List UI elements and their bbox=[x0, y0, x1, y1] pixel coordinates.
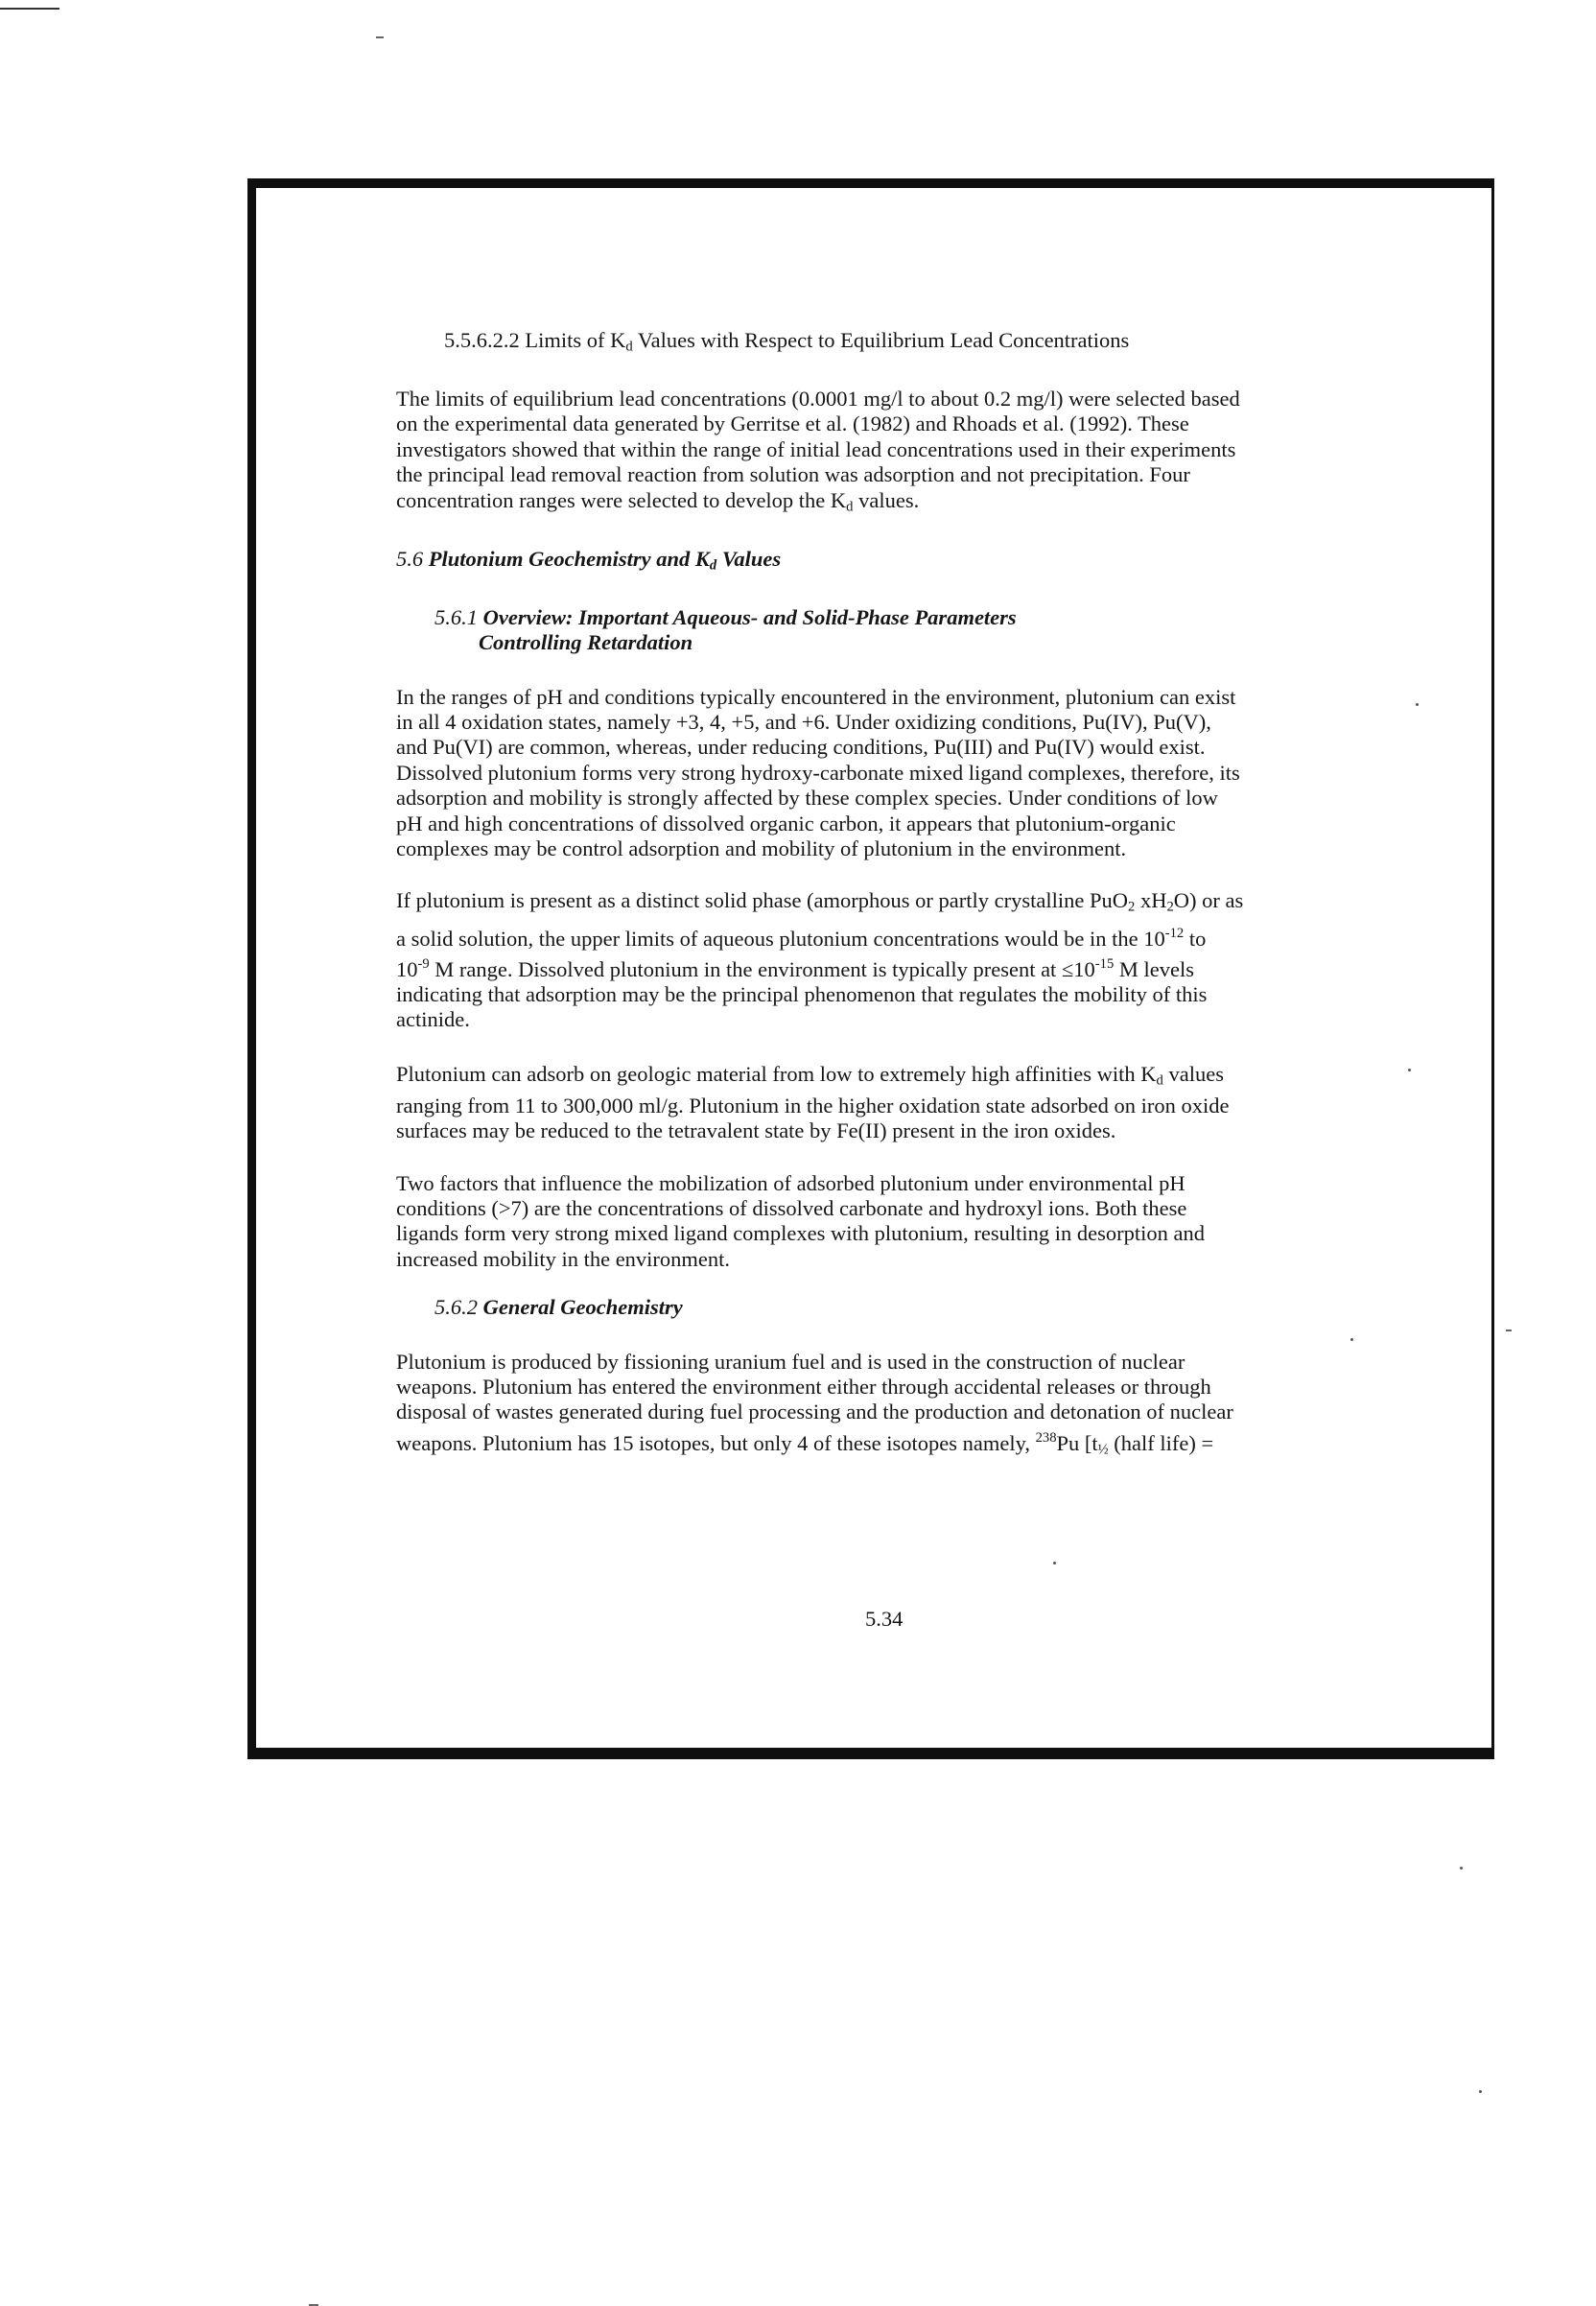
scan-speck bbox=[1350, 1338, 1353, 1341]
paragraph-line: conditions (>7) are the concentrations of dissolved carbonate and hydroxyl ions. Both these bbox=[396, 1195, 1187, 1220]
paragraph-overview bbox=[396, 685, 1384, 862]
section-title-line-2: Controlling Retardation bbox=[479, 630, 693, 655]
section-title: Overview: Important Aqueous- and Solid-Phase Parameters bbox=[482, 604, 1017, 629]
section-number: 5.6.2 bbox=[434, 1295, 478, 1320]
line-text: values bbox=[1162, 1061, 1224, 1086]
line-text: O) or as bbox=[1173, 888, 1244, 913]
paragraph-line: Dissolved plutonium forms very strong hydroxy-carbonate mixed ligand complexes, therefore, its bbox=[396, 760, 1240, 785]
section-title: Plutonium Geochemistry and K bbox=[428, 546, 710, 571]
paragraph-line: and Pu(VI) are common, whereas, under reducing conditions, Pu(III) and Pu(IV) would exist. bbox=[396, 735, 1206, 760]
subscript: 2 bbox=[1128, 900, 1136, 916]
superscript: 238 bbox=[1035, 1429, 1057, 1446]
line-text: xH bbox=[1135, 888, 1167, 913]
section-heading-5-6-2 bbox=[434, 1295, 1384, 1320]
paragraph-line: Plutonium is produced by fissioning uranium fuel and is used in the construction of nuclear bbox=[396, 1349, 1185, 1374]
superscript: -9 bbox=[417, 955, 430, 972]
paragraph-line bbox=[396, 488, 1384, 520]
section-title: General Geochemistry bbox=[482, 1295, 683, 1320]
paragraph-line: In the ranges of pH and conditions typically encountered in the environment, plutonium can exist bbox=[396, 684, 1236, 709]
heading-subscript: d bbox=[625, 339, 633, 355]
superscript: -12 bbox=[1164, 925, 1185, 941]
section-number: 5.6.1 bbox=[434, 604, 478, 629]
scan-speck bbox=[1416, 703, 1419, 706]
line-text: a solid solution, the upper limits of aqueous plutonium concentrations would be in the 10 bbox=[396, 926, 1165, 951]
subscript: 2 bbox=[1166, 900, 1174, 916]
paragraph-line: ranging from 11 to 300,000 ml/g. Plutonium in the higher oxidation state adsorbed on iron oxide bbox=[396, 1093, 1230, 1118]
paragraph-line: surfaces may be reduced to the tetravalent state by Fe(II) present in the iron oxides. bbox=[396, 1118, 1116, 1143]
paragraph-line: Two factors that influence the mobilization of adsorbed plutonium under environmental pH bbox=[396, 1170, 1185, 1195]
paragraph-line: increased mobility in the environment. bbox=[396, 1246, 731, 1271]
subscript: ½ bbox=[1097, 1442, 1109, 1458]
section-heading-5-6-1 bbox=[434, 605, 1384, 656]
heading-text-rest: Values with Respect to Equilibrium Lead Concentrations bbox=[632, 328, 1130, 352]
superscript: -15 bbox=[1094, 955, 1115, 972]
line-text: weapons. Plutonium has 15 isotopes, but only 4 of these isotopes namely, bbox=[396, 1430, 1036, 1455]
subscript: d bbox=[709, 557, 717, 574]
line-text: concentration ranges were selected to develop the K bbox=[396, 487, 847, 512]
section-title-line bbox=[434, 605, 1384, 630]
page-content bbox=[396, 328, 1384, 1463]
paragraph-line bbox=[396, 952, 1384, 982]
line-text: If plutonium is present as a distinct solid phase (amorphous or partly crystalline PuO bbox=[396, 888, 1128, 913]
paragraph-line: on the experimental data generated by Gerritse et al. (1982) and Rhoads et al. (1992). These bbox=[396, 412, 1189, 436]
paragraph-line: complexes may be control adsorption and mobility of plutonium in the environment. bbox=[396, 836, 1127, 861]
scan-speck bbox=[376, 36, 384, 38]
heading-5-5-6-2-2 bbox=[444, 328, 1384, 360]
scan-speck bbox=[1460, 1867, 1463, 1870]
section-title-rest: Values bbox=[716, 546, 782, 571]
line-text: 10 bbox=[396, 956, 418, 981]
line-text: Plutonium can adsorb on geologic material from low to extremely high affinities with K bbox=[396, 1061, 1157, 1086]
scan-speck bbox=[1506, 1329, 1512, 1331]
subscript: d bbox=[1156, 1072, 1163, 1089]
paragraph-line bbox=[396, 888, 1384, 920]
paragraph-line bbox=[396, 1062, 1384, 1094]
line-text: to bbox=[1184, 926, 1207, 951]
paragraph-line: The limits of equilibrium lead concentrations (0.0001 mg/l to about 0.2 mg/l) were selected based bbox=[396, 387, 1240, 412]
scan-speck bbox=[1479, 2090, 1482, 2093]
paragraph-line: pH and high concentrations of dissolved organic carbon, it appears that plutonium-organic bbox=[396, 811, 1176, 835]
page-number: 5.34 bbox=[865, 1607, 904, 1631]
paragraph-solid-phase bbox=[396, 888, 1384, 1032]
line-text: M levels bbox=[1114, 956, 1195, 981]
heading-text: 5.5.6.2.2 Limits of K bbox=[444, 328, 626, 352]
paragraph-general bbox=[396, 1350, 1384, 1463]
line-text: values. bbox=[853, 487, 920, 512]
paragraph-line: the principal lead removal reaction from solution was adsorption and not precipitation. Four bbox=[396, 462, 1190, 487]
paragraph-line: adsorption and mobility is strongly affected by these complex species. Under conditions of low bbox=[396, 786, 1218, 811]
paragraph-line: indicating that adsorption may be the principal phenomenon that regulates the mobility of this bbox=[396, 981, 1208, 1006]
paragraph-factors bbox=[396, 1171, 1384, 1273]
line-text: Pu [t bbox=[1056, 1430, 1098, 1455]
line-text: (half life) = bbox=[1108, 1430, 1214, 1455]
section-number: 5.6 bbox=[396, 546, 424, 571]
paragraph-line bbox=[396, 921, 1384, 952]
paragraph-line: ligands form very strong mixed ligand complexes with plutonium, resulting in desorption and bbox=[396, 1221, 1206, 1246]
paragraph-line: disposal of wastes generated during fuel processing and the production and detonation of nuclear bbox=[396, 1400, 1233, 1424]
paragraph-lead-limits bbox=[396, 387, 1384, 520]
subscript: d bbox=[846, 499, 854, 515]
scan-speck bbox=[1408, 1069, 1411, 1071]
scan-speck bbox=[1053, 1562, 1056, 1565]
line-text: M range. Dissolved plutonium in the environment is typically present at ≤10 bbox=[429, 956, 1095, 981]
paragraph-line bbox=[396, 1425, 1384, 1463]
paragraph-line: weapons. Plutonium has entered the environment either through accidental releases or through bbox=[396, 1375, 1211, 1399]
section-heading-5-6 bbox=[396, 547, 1384, 578]
paragraph-adsorption bbox=[396, 1062, 1384, 1144]
paragraph-line: actinide. bbox=[396, 1007, 470, 1032]
scan-edge-mark bbox=[0, 8, 59, 10]
paragraph-line: investigators showed that within the range of initial lead concentrations used in their experiments bbox=[396, 436, 1236, 461]
paragraph-line: in all 4 oxidation states, namely +3, 4, +5, and +6. Under oxidizing conditions, Pu(IV), Pu(V), bbox=[396, 710, 1211, 735]
